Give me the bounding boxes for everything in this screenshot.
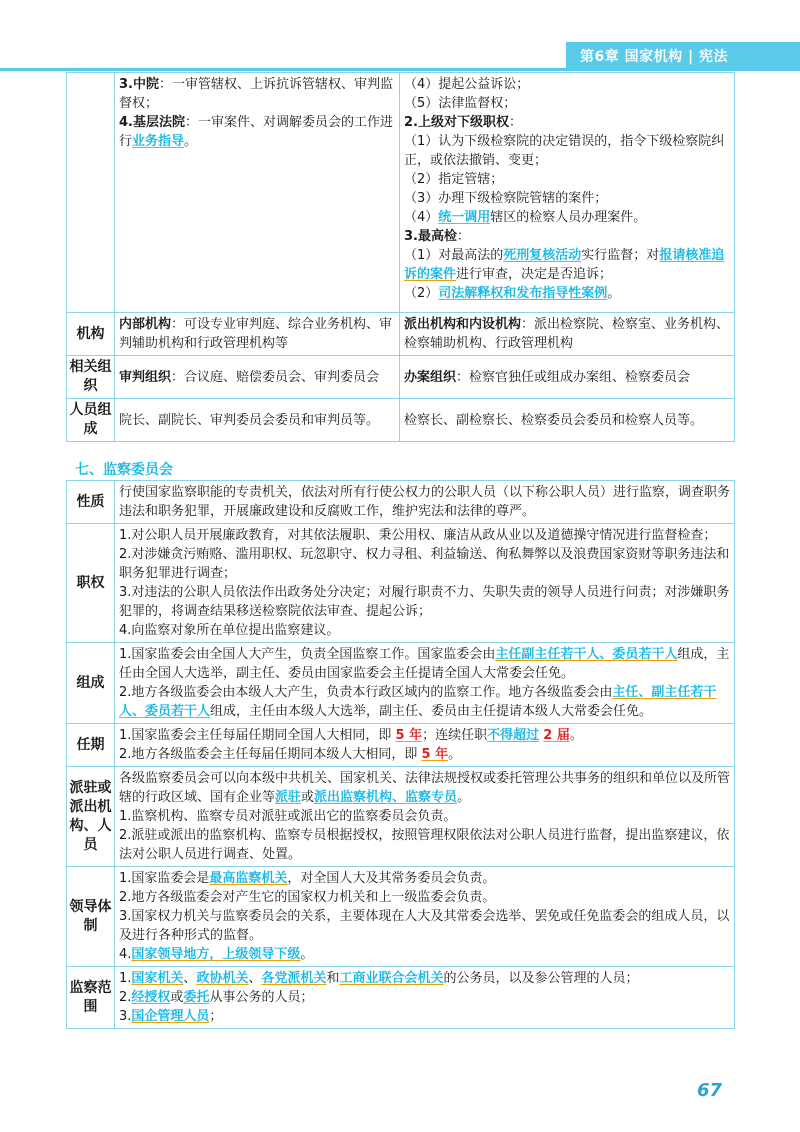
text-line bbox=[119, 969, 730, 988]
row-label: 性质 bbox=[67, 481, 115, 524]
text-segment: 。 bbox=[448, 747, 462, 762]
text-segment: 各级监察委员会可以向本级中共机关、国家机关、法律法规授权或委托管理公共事务的组织和单位以及所管辖的行政区域、国有企业等 bbox=[119, 771, 731, 805]
text-segment: 3.国家权力机关与监察委员会的关系，主要体现在人大及其常委会选举、罢免或任免监委会的组成人员，以及进行各种形式的监督。 bbox=[119, 909, 730, 943]
highlighted-term: 国家领导地方，上级领导下级 bbox=[131, 947, 301, 962]
text-segment: （4） bbox=[404, 210, 439, 225]
text-line bbox=[119, 583, 730, 621]
text-line bbox=[404, 227, 730, 246]
text-segment: ：可设专业审判庭、综合业务机构、审判辅助机构和行政管理机构等 bbox=[119, 317, 393, 351]
row-label: 领导体制 bbox=[67, 867, 115, 967]
text-line bbox=[119, 888, 730, 907]
row-label: 派驻或派出机构、人员 bbox=[67, 767, 115, 867]
text-line bbox=[404, 284, 730, 303]
text-line bbox=[119, 683, 730, 721]
text-line bbox=[404, 411, 730, 430]
text-segment: ：一审管辖权、上诉抗诉管辖权、审判监督权； bbox=[119, 77, 393, 111]
highlighted-term: 派驻 bbox=[275, 790, 302, 805]
text-segment: ； bbox=[209, 1009, 223, 1024]
bold-term: 审判组织 bbox=[119, 369, 172, 385]
row-content bbox=[115, 967, 735, 1029]
emphasized-number: 5 年 bbox=[421, 747, 449, 762]
text-segment: 3. bbox=[119, 1009, 132, 1024]
text-segment: 。 bbox=[457, 790, 471, 805]
courts-procuratorates-table bbox=[66, 72, 735, 442]
text-segment: 实行监督；对 bbox=[581, 248, 660, 263]
highlighted-term: 主任、副主任若干人、委员若干人 bbox=[119, 685, 717, 719]
text-segment: 2. bbox=[119, 990, 132, 1005]
chapter-title: 第6章 国家机构 | 宪法 bbox=[580, 49, 728, 65]
text-line bbox=[119, 807, 730, 826]
highlighted-term: 政协机关 bbox=[196, 971, 249, 986]
text-segment: 1.国家监委会主任每届任期同全国人大相同，即 bbox=[119, 728, 396, 743]
table-row bbox=[67, 867, 735, 967]
text-line bbox=[119, 483, 730, 521]
text-segment: 、 bbox=[248, 971, 262, 986]
procuratorate-personnel-cell bbox=[400, 399, 735, 442]
emphasized-number: 5 年 bbox=[395, 728, 423, 743]
text-line bbox=[404, 170, 730, 189]
text-line bbox=[119, 526, 730, 545]
text-segment: 1.监察机构、监察专员对派驻或派出它的监察委员会负责。 bbox=[119, 809, 457, 824]
text-segment: 进行审查，决定是否追诉； bbox=[456, 267, 613, 282]
highlighted-term: 司法解释权和发布指导性案例 bbox=[438, 286, 608, 301]
text-segment: 。 bbox=[569, 728, 583, 743]
text-segment: 1.国家监委会是 bbox=[119, 871, 210, 886]
court-jurisdiction-cell bbox=[115, 73, 400, 313]
highlighted-term: 经授权 bbox=[131, 990, 171, 1005]
highlighted-term: 工商业联合会机关 bbox=[339, 971, 444, 986]
text-line bbox=[404, 246, 730, 284]
text-segment: 2.地方各级监委会对产生它的国家权力机关和上一级监委会负责。 bbox=[119, 890, 496, 905]
text-line bbox=[404, 315, 730, 353]
text-segment: 1.国家监委会由全国人大产生，负责全国监察工作。国家监委会由 bbox=[119, 647, 496, 662]
row-label: 组成 bbox=[67, 643, 115, 724]
bold-term: 4.基层法院 bbox=[119, 115, 185, 130]
text-segment: 。 bbox=[184, 134, 198, 149]
procuratorate-powers-cell bbox=[400, 73, 735, 313]
text-segment: ：一审案件、对调解委员会的工作进行 bbox=[119, 115, 393, 149]
emphasized-number: 2 届 bbox=[543, 728, 570, 743]
text-line bbox=[119, 368, 395, 387]
highlighted-term: 死刑复核活动 bbox=[503, 248, 582, 263]
highlighted-term: 统一调用 bbox=[438, 210, 491, 225]
chapter-header-bar bbox=[566, 42, 800, 68]
bold-term: 办案组织 bbox=[404, 369, 457, 385]
text-segment: ；连续任职 bbox=[422, 728, 488, 743]
text-segment: 。 bbox=[300, 947, 314, 962]
text-segment: 2.派驻或派出的监察机构、监察专员根据授权，按照管理权限依法对公职人员进行监督，提出监察建议，依法对公职人员进行调查、处置。 bbox=[119, 828, 730, 862]
highlighted-term: 主任副主任若干人、委员若干人 bbox=[495, 647, 678, 662]
text-line bbox=[404, 113, 730, 132]
highlighted-term: 业务指导 bbox=[132, 134, 185, 149]
text-segment: 2.地方各级监委会由本级人大产生，负责本行政区域内的监察工作。地方各级监委会由 bbox=[119, 685, 613, 700]
text-segment: ： bbox=[508, 115, 522, 130]
text-line bbox=[119, 826, 730, 864]
row-label: 相关组织 bbox=[67, 356, 115, 399]
row-content bbox=[115, 643, 735, 724]
text-line bbox=[404, 94, 730, 113]
header-divider bbox=[0, 68, 800, 71]
text-line bbox=[119, 945, 730, 964]
text-segment: 检察长、副检察长、检察委员会委员和检察人员等。 bbox=[404, 412, 704, 428]
row-content bbox=[115, 867, 735, 967]
court-internal-cell bbox=[115, 313, 400, 356]
section-title: 七、监察委员会 bbox=[75, 462, 173, 478]
text-segment: 院长、副院长、审判委员会委员和审判员等。 bbox=[119, 412, 380, 428]
court-organization-cell bbox=[115, 356, 400, 399]
text-segment: ：派出检察院、检察室、业务机构、检察辅助机构、行政管理机构 bbox=[404, 317, 730, 351]
text-line bbox=[404, 208, 730, 227]
text-segment: （3）办理下级检察院管辖的案件； bbox=[404, 191, 608, 206]
row-label: 职权 bbox=[67, 524, 115, 643]
text-line bbox=[119, 315, 395, 353]
text-segment: 1. bbox=[119, 971, 132, 986]
text-segment: 3.对违法的公职人员依法作出政务处分决定；对履行职责不力、失职失责的领导人员进行问责；对涉嫌职务犯罪的，将调查结果移送检察院依法审查、提起公诉； bbox=[119, 585, 730, 619]
text-segment: 1.对公职人员开展廉政教育，对其依法履职、秉公用权、廉洁从政从业以及道德操守情况进行监督检查； bbox=[119, 528, 717, 543]
text-segment: ：合议庭、赔偿委员会、审判委员会 bbox=[171, 369, 380, 385]
text-segment: （1）认为下级检察院的决定错误的，指令下级检察院纠正，或依法撤销、变更； bbox=[404, 134, 725, 168]
text-segment: 的公务员，以及参公管理的人员； bbox=[443, 971, 639, 986]
table-row bbox=[67, 481, 735, 524]
table-row bbox=[67, 524, 735, 643]
text-segment: 或 bbox=[170, 990, 184, 1005]
text-line bbox=[404, 75, 730, 94]
text-line bbox=[119, 988, 730, 1007]
text-segment: 或 bbox=[301, 790, 315, 805]
text-segment: （2）指定管辖； bbox=[404, 172, 504, 187]
bold-term: 3.最高检 bbox=[404, 229, 457, 244]
text-segment: ：检察官独任或组成办案组、检察委员会 bbox=[456, 369, 691, 385]
text-segment: （4）提起公益诉讼； bbox=[404, 77, 530, 92]
bold-term: 2.上级对下级职权 bbox=[404, 115, 509, 130]
text-line bbox=[119, 726, 730, 745]
text-line bbox=[119, 769, 730, 807]
highlighted-term: 派出监察机构、监察专员 bbox=[314, 790, 458, 805]
table-row bbox=[67, 73, 735, 313]
page-number: 67 bbox=[697, 1080, 723, 1101]
text-segment: 行使国家监察职能的专责机关，依法对所有行使公权力的公职人员（以下称公职人员）进行监察，调查职务违法和职务犯罪，开展廉政建设和反腐败工作，维护宪法和法律的尊严。 bbox=[119, 485, 731, 519]
highlighted-term: 不得超过 bbox=[487, 728, 540, 743]
text-line bbox=[119, 645, 730, 683]
text-line bbox=[119, 113, 395, 151]
text-line bbox=[119, 869, 730, 888]
highlighted-term: 最高监察机关 bbox=[209, 871, 288, 886]
row-content bbox=[115, 481, 735, 524]
text-line bbox=[119, 411, 395, 430]
bold-term: 3.中院 bbox=[119, 77, 159, 92]
highlighted-term: 各党派机关 bbox=[261, 971, 327, 986]
text-segment: 、 bbox=[183, 971, 197, 986]
row-label: 人员组成 bbox=[67, 399, 115, 442]
table-row bbox=[67, 313, 735, 356]
table-row bbox=[67, 356, 735, 399]
bold-term: 派出机构和内设机构 bbox=[404, 317, 522, 332]
row-content bbox=[115, 724, 735, 767]
row-label: 任期 bbox=[67, 724, 115, 767]
text-segment: 。 bbox=[607, 286, 621, 301]
text-line bbox=[404, 132, 730, 170]
text-segment: 2.地方各级监委会主任每届任期同本级人大相同，即 bbox=[119, 747, 422, 762]
table-row bbox=[67, 643, 735, 724]
text-line bbox=[119, 545, 730, 583]
text-segment: 4. bbox=[119, 947, 132, 962]
text-segment: （1）对最高法的 bbox=[404, 248, 504, 263]
text-segment: 和 bbox=[326, 971, 340, 986]
row-label: 机构 bbox=[67, 313, 115, 356]
row-label: 监察范围 bbox=[67, 967, 115, 1029]
text-line bbox=[119, 621, 730, 640]
text-segment: ，对全国人大及其常务委员会负责。 bbox=[287, 871, 496, 886]
highlighted-term: 国家机关 bbox=[131, 971, 184, 986]
table-row bbox=[67, 967, 735, 1029]
row-content bbox=[115, 767, 735, 867]
text-segment: 辖区的检察人员办理案件。 bbox=[490, 210, 647, 225]
highlighted-term: 国企管理人员 bbox=[131, 1009, 210, 1024]
text-line bbox=[119, 907, 730, 945]
row-label-empty bbox=[67, 73, 115, 313]
text-line bbox=[404, 368, 730, 387]
table-row bbox=[67, 399, 735, 442]
text-line bbox=[404, 189, 730, 208]
procuratorate-organization-cell bbox=[400, 356, 735, 399]
text-segment: 组成，主任由本级人大选举，副主任、委员由主任提请本级人大常委会任免。 bbox=[210, 704, 653, 719]
court-personnel-cell bbox=[115, 399, 400, 442]
row-content bbox=[115, 524, 735, 643]
highlighted-term: 委托 bbox=[183, 990, 210, 1005]
bold-term: 内部机构 bbox=[119, 317, 172, 332]
table-row bbox=[67, 767, 735, 867]
text-segment: ： bbox=[456, 229, 470, 244]
text-segment: 组成，主任由全国人大选举，副主任、委员由国家监委会主任提请全国人大常委会任免。 bbox=[119, 647, 730, 681]
table-row bbox=[67, 724, 735, 767]
highlighted-term: 报请核准追诉的案件 bbox=[404, 248, 725, 282]
text-segment: 2.对涉嫌贪污贿赂、滥用职权、玩忽职守、权力寻租、利益输送、徇私舞弊以及浪费国家资财等职务违法和职务犯罪进行调查； bbox=[119, 547, 730, 581]
text-line bbox=[119, 1007, 730, 1026]
text-segment: （2） bbox=[404, 286, 439, 301]
procuratorate-internal-cell bbox=[400, 313, 735, 356]
text-line bbox=[119, 75, 395, 113]
text-segment: （5）法律监督权； bbox=[404, 96, 517, 111]
text-segment: 4.向监察对象所在单位提出监察建议。 bbox=[119, 623, 340, 638]
text-segment: 从事公务的人员； bbox=[209, 990, 314, 1005]
text-line bbox=[119, 745, 730, 764]
supervision-commission-table bbox=[66, 480, 735, 1029]
